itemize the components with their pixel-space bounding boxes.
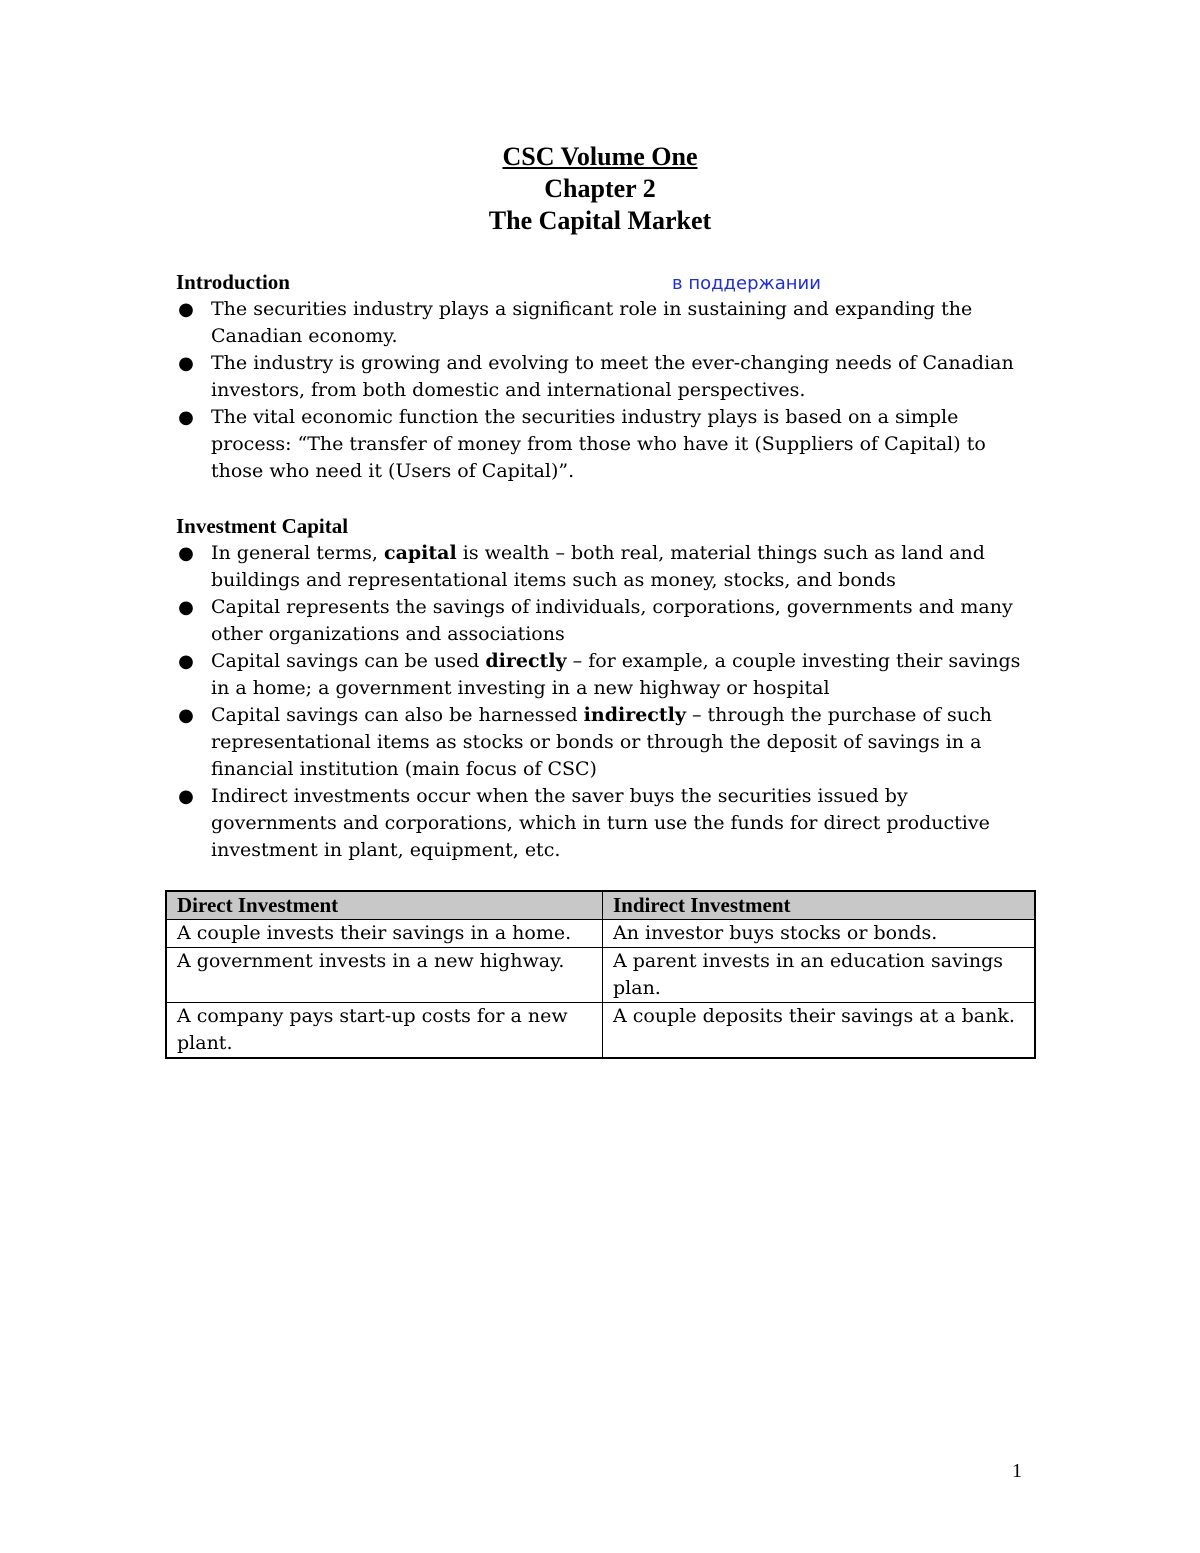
- investment-capital-heading: Investment Capital: [176, 514, 349, 538]
- title-block: [0, 141, 1200, 237]
- table-cell: A company pays start-up costs for a new plant.: [166, 1003, 603, 1059]
- bold-term-indirectly: indirectly: [583, 704, 686, 726]
- list-item: ● The securities industry plays a significant role in sustaining and expanding the Canadian economy.: [176, 296, 1026, 350]
- bullet-icon: ●: [178, 353, 194, 374]
- table-header-row: [166, 891, 1035, 920]
- introduction-section: [176, 269, 1026, 485]
- page-number: 1: [1012, 1460, 1022, 1482]
- bullet-icon: ●: [178, 407, 194, 428]
- bold-term-capital: capital: [384, 542, 457, 564]
- bullet-icon: ●: [178, 651, 194, 672]
- document-title: CSC Volume One: [502, 142, 698, 171]
- column-header-indirect: Indirect Investment: [603, 891, 1036, 920]
- list-item: ● Capital represents the savings of individuals, corporations, governments and many other organizations and associations: [176, 594, 1026, 648]
- bullet-icon: ●: [178, 705, 194, 726]
- list-item: ● In general terms, capital is wealth – both real, material things such as land and buildings and representational items such as money, stocks, and bonds: [176, 540, 1026, 594]
- table-row: [166, 948, 1035, 1003]
- bullet-icon: ●: [178, 597, 194, 618]
- investment-capital-section: [176, 513, 1026, 864]
- chapter-title: Chapter 2: [544, 174, 656, 203]
- bullet-icon: ●: [178, 299, 194, 320]
- chapter-subtitle: The Capital Market: [488, 206, 712, 235]
- list-item: ● The vital economic function the securities industry plays is based on a simple process: “The transfer of money from those who have it (Suppliers of Capital) to those who need it (Users of Capital)”.: [176, 404, 1026, 485]
- list-item: ● Capital savings can be used directly – for example, a couple investing their savings in a home; a government investing in a new highway or hospital: [176, 648, 1026, 702]
- table-cell: A government invests in a new highway.: [166, 948, 603, 1003]
- bold-term-directly: directly: [485, 650, 567, 672]
- table-row: [166, 1003, 1035, 1059]
- list-item: ● Indirect investments occur when the saver buys the securities issued by governments and corporations, which in turn use the funds for direct productive investment in plant, equipment, etc.: [176, 783, 1026, 864]
- table-cell: A couple invests their savings in a home.: [166, 920, 603, 948]
- table-cell: An investor buys stocks or bonds.: [603, 920, 1036, 948]
- list-item: ● The industry is growing and evolving to meet the ever-changing needs of Canadian investors, from both domestic and international perspectives.: [176, 350, 1026, 404]
- bullet-icon: ●: [178, 543, 194, 564]
- list-item: ● Capital savings can also be harnessed indirectly – through the purchase of such representational items as stocks or bonds or through the deposit of savings in a financial institution (main focus of CSC): [176, 702, 1026, 783]
- investment-comparison-table: [165, 890, 1036, 1059]
- table-cell: A parent invests in an education savings plan.: [603, 948, 1036, 1003]
- introduction-bullet-list: [176, 296, 1026, 485]
- investment-capital-bullet-list: [176, 540, 1026, 864]
- bullet-icon: ●: [178, 786, 194, 807]
- column-header-direct: Direct Investment: [166, 891, 603, 920]
- introduction-heading: Introduction: [176, 270, 290, 294]
- table-cell: A couple deposits their savings at a bank.: [603, 1003, 1036, 1059]
- table-row: [166, 920, 1035, 948]
- handwritten-annotation: в поддержании: [672, 273, 821, 294]
